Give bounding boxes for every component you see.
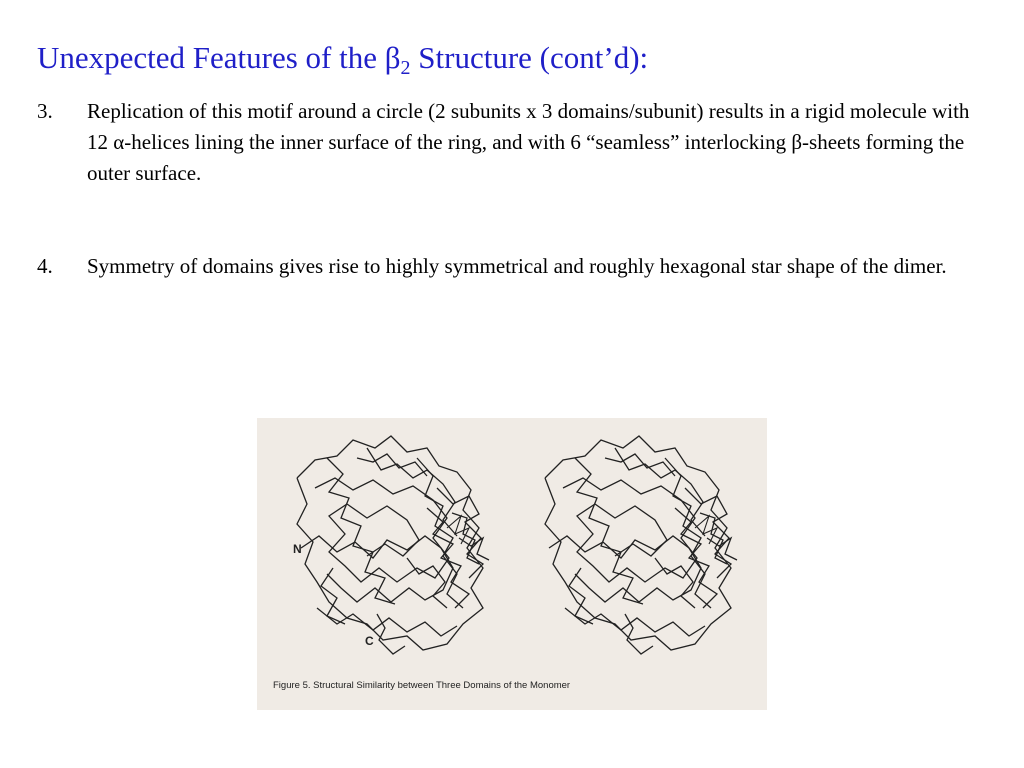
title-beta-symbol: β xyxy=(384,40,401,75)
list-item-number: 3. xyxy=(37,99,53,123)
title-subscript: 2 xyxy=(400,57,411,79)
stereo-backbone-trace xyxy=(257,418,767,710)
title-text-after: Structure (cont’d): xyxy=(410,40,649,75)
c-terminus-label: C xyxy=(365,634,374,648)
list-item-text: Symmetry of domains gives rise to highly symmetrical and roughly hexagonal star shape of the dimer. xyxy=(87,254,947,278)
list-item-text: Replication of this motif around a circle (2 subunits x 3 domains/subunit) results in a rigid molecule with 12 α-helices lining the inner surface of the ring, and with 6 “seamless” interlocking β-sheets forming the outer surface. xyxy=(87,99,970,185)
structure-figure xyxy=(257,418,767,710)
title-text-before: Unexpected Features of the xyxy=(37,40,385,75)
n-terminus-label: N xyxy=(293,542,302,556)
figure-caption: Figure 5. Structural Similarity between Three Domains of the Monomer xyxy=(273,680,571,691)
list-item-3 xyxy=(37,96,987,189)
list-item-number: 4. xyxy=(37,254,53,278)
list-item-4 xyxy=(37,251,987,282)
slide-title xyxy=(37,40,649,79)
